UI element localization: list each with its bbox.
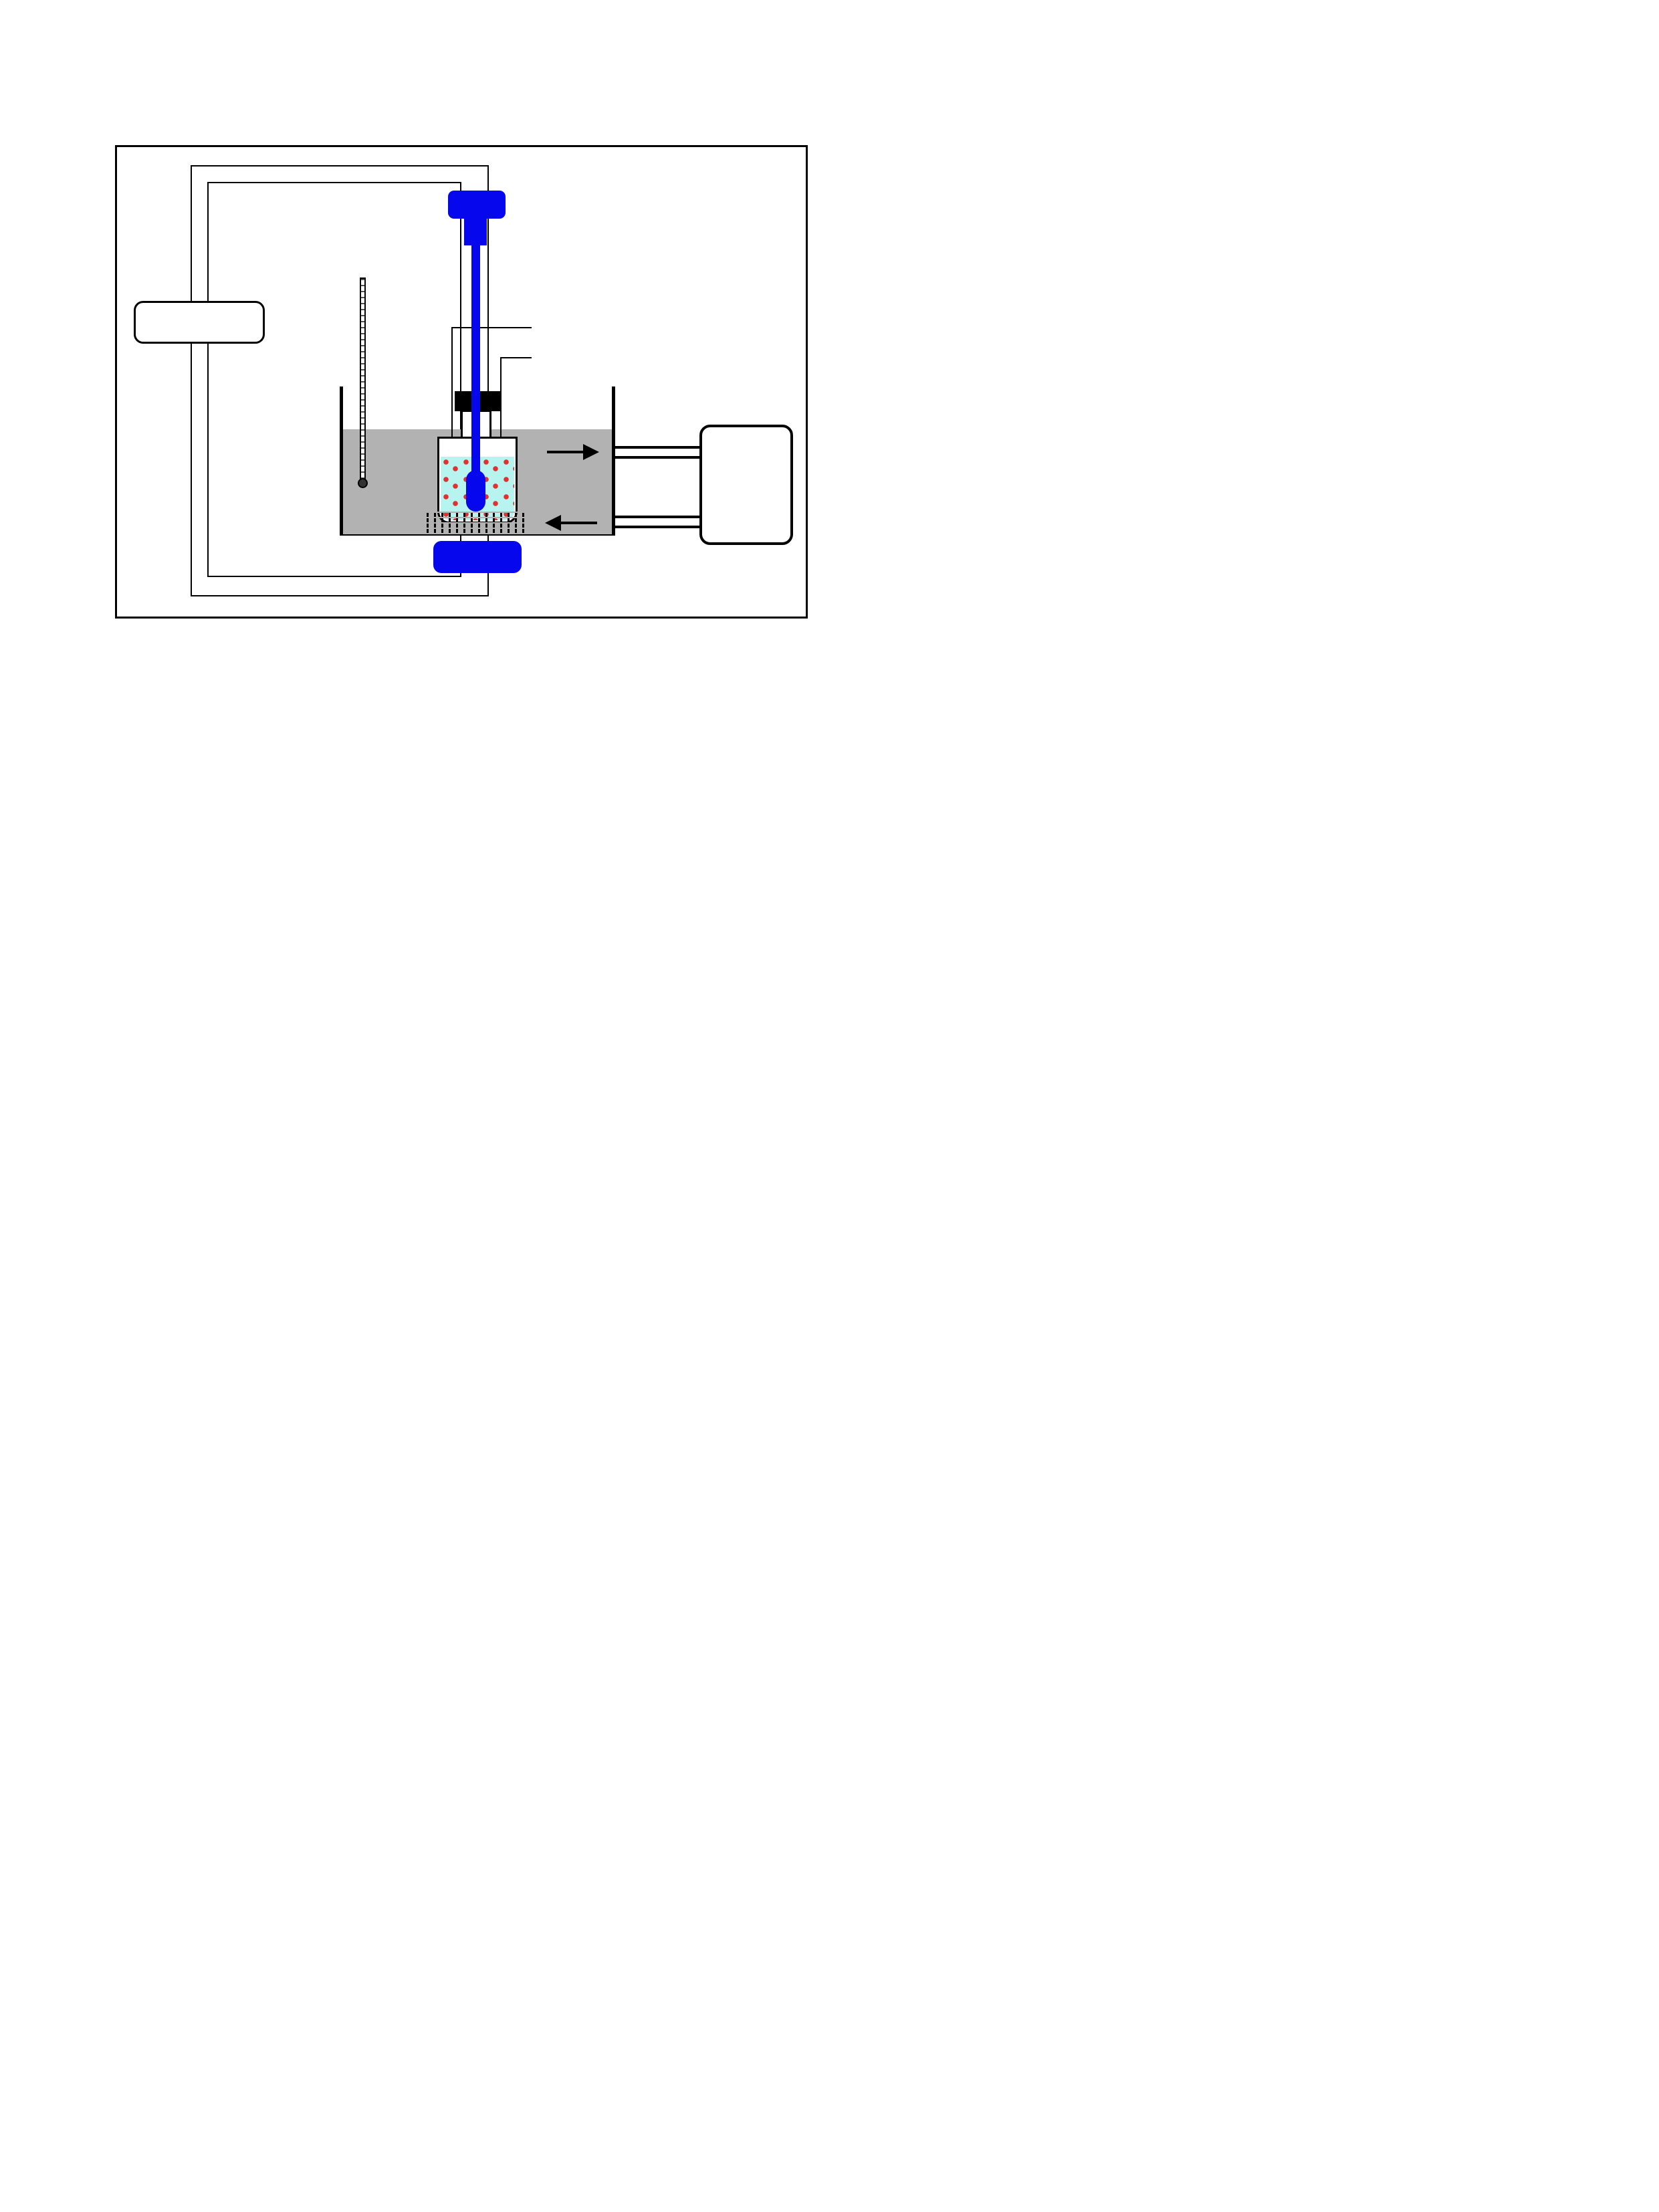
scheme2-figure (114, 144, 809, 620)
top-probe-collar (464, 217, 487, 245)
cooling-system-box (699, 425, 793, 545)
top-probe-stem (471, 244, 480, 479)
top-probe-head (448, 191, 506, 219)
xrd-chart-c (840, 1129, 1619, 1597)
xrd-chart-b (840, 632, 1619, 1100)
thermometer-shape (360, 278, 366, 481)
transducer-box (134, 301, 265, 344)
into-arrow (560, 522, 597, 524)
leader-line (451, 327, 532, 328)
leader-line (451, 327, 453, 438)
out-arrow (547, 451, 584, 453)
coolant-pipe-out (615, 446, 699, 459)
ultrasound-waves (427, 512, 528, 534)
coolant-pipe-in (615, 516, 699, 528)
bottom-probe (433, 541, 522, 573)
xrd-chart-a (840, 134, 1619, 602)
leader-line (500, 357, 532, 358)
out-arrow-head (583, 444, 599, 460)
into-arrow-head (545, 515, 561, 531)
top-probe-tip (466, 470, 485, 512)
thermometer-bulb (358, 478, 368, 488)
